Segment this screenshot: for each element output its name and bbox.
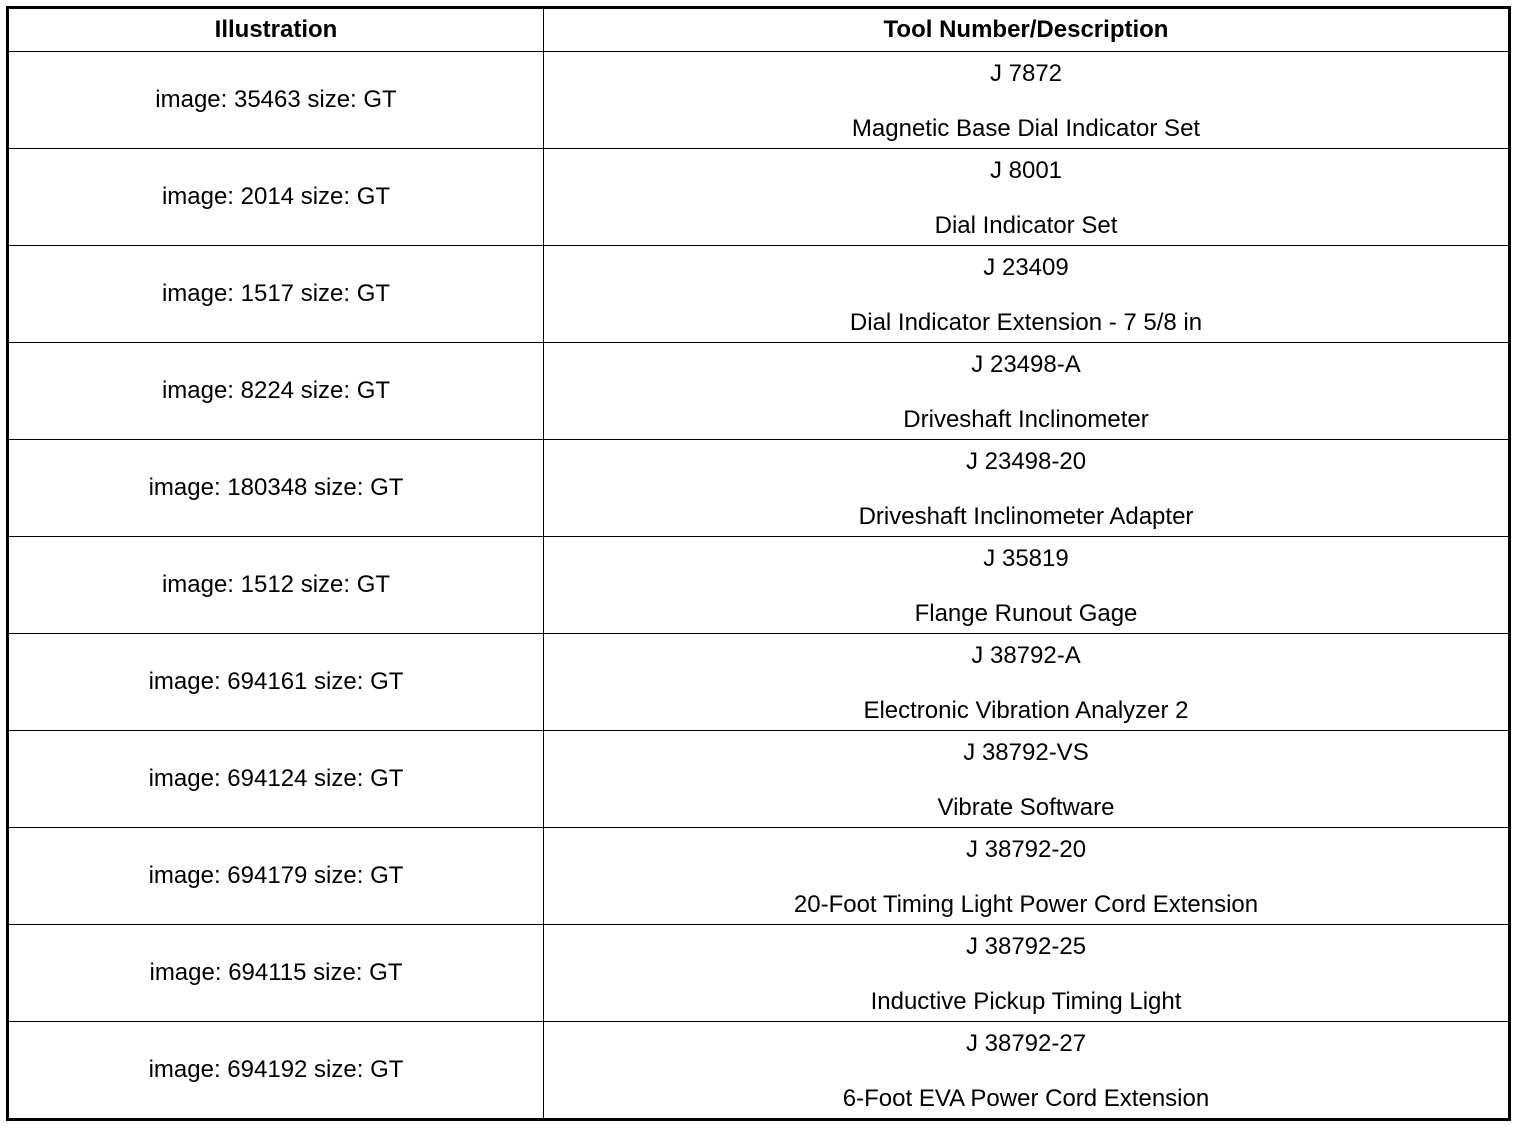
tool-cell <box>544 537 1510 634</box>
tool-description: Electronic Vibration Analyzer 2 <box>863 697 1189 724</box>
illustration-cell: image: 35463 size: GT <box>8 52 544 149</box>
tool-cell <box>544 149 1510 246</box>
tool-description: Driveshaft Inclinometer <box>903 406 1149 433</box>
illustration-cell: image: 694115 size: GT <box>8 925 544 1022</box>
tool-number: J 23498-20 <box>965 448 1087 475</box>
tool-number: J 38792-25 <box>965 933 1087 960</box>
tool-description: Vibrate Software <box>937 794 1115 821</box>
table-row <box>8 52 1510 149</box>
table-row <box>8 925 1510 1022</box>
table-row <box>8 1022 1510 1120</box>
tool-description: Dial Indicator Set <box>934 212 1118 239</box>
tool-table <box>6 6 1511 1121</box>
tool-cell <box>544 246 1510 343</box>
tool-number: J 38792-VS <box>963 739 1089 766</box>
illustration-cell: image: 694179 size: GT <box>8 828 544 925</box>
table-row <box>8 246 1510 343</box>
tool-description: Magnetic Base Dial Indicator Set <box>851 115 1201 142</box>
tool-cell <box>544 828 1510 925</box>
illustration-cell: image: 1512 size: GT <box>8 537 544 634</box>
table-row <box>8 828 1510 925</box>
tool-cell <box>544 1022 1510 1120</box>
illustration-cell: image: 694192 size: GT <box>8 1022 544 1120</box>
table-row <box>8 149 1510 246</box>
illustration-cell: image: 694124 size: GT <box>8 731 544 828</box>
tool-cell <box>544 634 1510 731</box>
table-row <box>8 731 1510 828</box>
tool-number: J 7872 <box>989 60 1063 87</box>
tool-number: J 23498-A <box>971 351 1081 378</box>
tool-number: J 38792-27 <box>965 1030 1087 1057</box>
table-row <box>8 343 1510 440</box>
tool-cell <box>544 925 1510 1022</box>
table-row <box>8 537 1510 634</box>
tool-description: 20-Foot Timing Light Power Cord Extension <box>793 891 1259 918</box>
table-row <box>8 440 1510 537</box>
header-row <box>8 8 1510 52</box>
tool-column-header: Tool Number/Description <box>544 8 1510 52</box>
illustration-cell: image: 1517 size: GT <box>8 246 544 343</box>
illustration-cell: image: 180348 size: GT <box>8 440 544 537</box>
tool-number: J 8001 <box>989 157 1063 184</box>
tool-description: 6-Foot EVA Power Cord Extension <box>842 1085 1210 1112</box>
tool-description: Dial Indicator Extension - 7 5/8 in <box>849 309 1203 336</box>
tool-number: J 23409 <box>983 254 1069 281</box>
tool-description: Driveshaft Inclinometer Adapter <box>858 503 1194 530</box>
tool-cell <box>544 440 1510 537</box>
tool-number: J 35819 <box>983 545 1069 572</box>
tool-number: J 38792-A <box>971 642 1081 669</box>
illustration-cell: image: 8224 size: GT <box>8 343 544 440</box>
tool-description: Flange Runout Gage <box>914 600 1138 627</box>
tool-cell <box>544 52 1510 149</box>
illustration-cell: image: 694161 size: GT <box>8 634 544 731</box>
table-row <box>8 634 1510 731</box>
tool-description: Inductive Pickup Timing Light <box>870 988 1182 1015</box>
tool-cell <box>544 731 1510 828</box>
table-body <box>8 52 1510 1120</box>
illustration-column-header: Illustration <box>8 8 544 52</box>
illustration-cell: image: 2014 size: GT <box>8 149 544 246</box>
tool-cell <box>544 343 1510 440</box>
tool-number: J 38792-20 <box>965 836 1087 863</box>
